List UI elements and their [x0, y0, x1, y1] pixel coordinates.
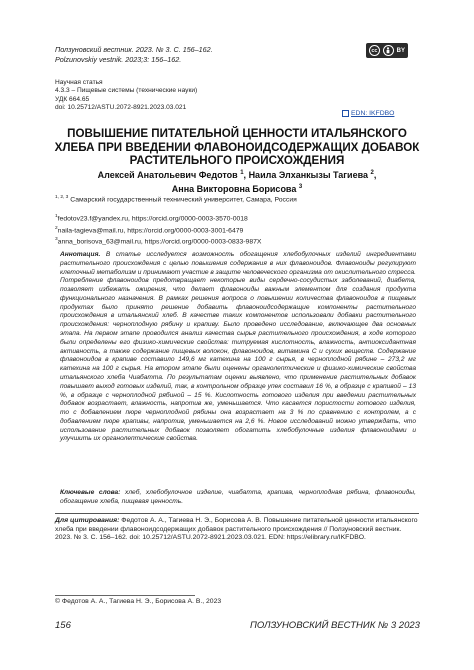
- contact-1-sup: 1: [55, 214, 58, 219]
- title-line-3: РАСТИТЕЛЬНОГО ПРОИСХОЖДЕНИЯ: [129, 154, 345, 167]
- keywords-text: хлеб, хлебобулочное изделие, чиабатта, крапива, черноплодная рябина, флавоноиды, обогащение хлеба, пищевая ценность.: [60, 489, 416, 505]
- title-line-2: ХЛЕБА ПРИ ВВЕДЕНИИ ФЛАВОНОИДСОДЕРЖАЩИХ ДОБАВОК: [54, 140, 420, 154]
- authors-block: Алексей Анатольевич Федотов $^1$, Наила Элханкызы Тагиева $^2$, Анна Викторовна Борисова $^3$: [97, 170, 377, 194]
- contact-2-sup: 2: [55, 225, 58, 231]
- affiliation: [55, 195, 297, 203]
- cc-icon: cc: [369, 45, 380, 56]
- copyright: © Федотов А. А., Тагиева Н. Э., Борисова А. В., 2023: [55, 598, 222, 605]
- doi-text[interactable]: doi: 10.25712/ASTU.2072-8921.2023.03.021: [55, 104, 187, 112]
- author-3: Анна Викторовна Борисова: [171, 183, 297, 194]
- page-number: 156: [55, 620, 71, 631]
- edn-label: EDN: IKFDBO: [351, 110, 395, 117]
- abstract-text: В статье исследуется возможность обогащения хлебобулочных изделий ингредиентами растительного происхождения с целью повышения содержания в них флавоноидов. Флавоноиды регулируют клеточный метаболизм и принимают участие в защите человеческого организма от окислительного стресса. Потребление флавоноидов предотвращает некоторые виды сердечно-сосудистых заболеваний, диабета, позволяет избежать ожирения, что делает флавоноиды важным элементом для создания продукта функционального назначения. В рамках решения вопроса о повышении количества флавоноидов в пищевых продуктах было принято решение добавить флавоноидсодержащие компоненты растительного происхождения в итальянский хлеб. В качестве таких компонентов использовали добавки растительного происхождения: черноплодную рябину и крапиву. Было проведено исследование, включающее два основных этапа. На первом этапе проводился анализ качества сырья растительного происхождения, в ходе которого были определены его физико-химические свойства: титруемая кислотность, влажность, антиоксидантная активность, а также содержание пищевых волокон, флавоноидов, витамина С и сухих веществ. Содержание флавоноидов в крапиве составило 149,6 мг катехина на 100 г сырья, в черноплодной рябине – 273,2 мг катехина на 100 г сырья. На втором этапе были оценены органолептические и физико-химические свойства итальянского хлеба Чиабатта. По результатам оценки выявлено, что применение растительных добавок повышает выход готовых изделий, так, в контрольном образце упек составил 16 %, в образце с крапивой – 13 %, в образце с черноплодной рябиной – 15 %. Кислотность готового изделия при введении растительных добавок возрастает, влажность, напротив же, уменьшается. Что касается пористости готового изделия, то с добавлением пюре черноплодной рябины она возрастает на 3 % по сравнению с контролем, а с добавлением пюре крапивы, напротив, уменьшается на 2,6 %. Новое исследований можно утверждать, что использование растительных добавок позволяет обогатить хлебобулочные изделия флавоноидами и улучшить их органолептические свойства.: [60, 251, 416, 443]
- author-2-sup: 2: [370, 170, 374, 176]
- cc-by-label: BY: [396, 47, 405, 54]
- author-1-sup: 1: [240, 170, 244, 176]
- contact-3-text: anna_borisova_63@mail.ru, https://orcid.org/0000-0003-0833-987X: [57, 238, 262, 246]
- footnote-divider: [55, 595, 195, 596]
- cc-by-license-badge[interactable]: [366, 43, 408, 58]
- keywords-label: Ключевые слова:: [60, 489, 121, 496]
- journal-reference-en: Polzunovskiy vestnik. 2023;3: 156–162.: [55, 54, 182, 64]
- udk-code: УДК 664.65: [55, 95, 90, 103]
- citation-divider: [55, 513, 419, 514]
- affiliation-text: Самарский государственный технический университет, Самара, Россия: [70, 196, 297, 204]
- author-3-sup: 3: [298, 183, 303, 190]
- edn-link[interactable]: [342, 110, 394, 117]
- author-2: Наила Элханкызы Тагиева: [248, 170, 369, 180]
- link-icon: [342, 110, 349, 117]
- person-icon: [383, 45, 394, 56]
- article-type: Научная статья: [55, 79, 103, 86]
- contact-line-3[interactable]: [55, 235, 261, 247]
- citation-text: Федотов А. А., Тагиева Н. Э., Борисова А. В. Повышение питательной ценности итальянского хлеба при введении флавоноидсодержащих добавок растительного происхождения // Ползуновский вестник. 2023. № 3. С. 156–162. doi: 10.25712/ASTU.2072-8921.2023.03.021. EDN: https://elibrary.ru/IKFDBO.: [55, 517, 418, 542]
- author-1: Алексей Анатольевич Федотов: [97, 170, 238, 180]
- citation: [55, 517, 419, 543]
- affiliation-sup: 1, 2, 3: [55, 195, 69, 200]
- title-line-1: ПОВЫШЕНИЕ ПИТАТЕЛЬНОЙ ЦЕННОСТИ ИТАЛЬЯНСКОГО: [67, 127, 407, 140]
- journal-reference: [55, 45, 213, 64]
- specialty-code: 4.3.3 – Пищевые системы (технические науки): [55, 87, 198, 95]
- contact-1-text: fedotov23.f@yandex.ru, https://orcid.org/0000-0003-3570-0018: [57, 215, 248, 223]
- contact-3-sup: 3: [55, 237, 58, 243]
- author-contacts: [55, 212, 261, 247]
- article-metadata: [55, 79, 197, 113]
- contact-line-2[interactable]: [55, 224, 261, 236]
- journal-reference-ru: Ползуновский вестник. 2023. № 3. С. 156–162.: [55, 45, 213, 54]
- contact-line-1[interactable]: [55, 212, 261, 224]
- article-title: [30, 127, 444, 168]
- keywords: [60, 489, 416, 507]
- footer-journal: ПОЛЗУНОВСКИЙ ВЕСТНИК № 3 2023: [250, 620, 420, 631]
- citation-label: Для цитирования:: [55, 517, 120, 524]
- abstract: [60, 251, 416, 444]
- abstract-label: Аннотация.: [60, 251, 101, 258]
- contact-2-text: naila-tagieva@mail.ru, https://orcid.org/0000-0003-3001-6479: [57, 226, 244, 234]
